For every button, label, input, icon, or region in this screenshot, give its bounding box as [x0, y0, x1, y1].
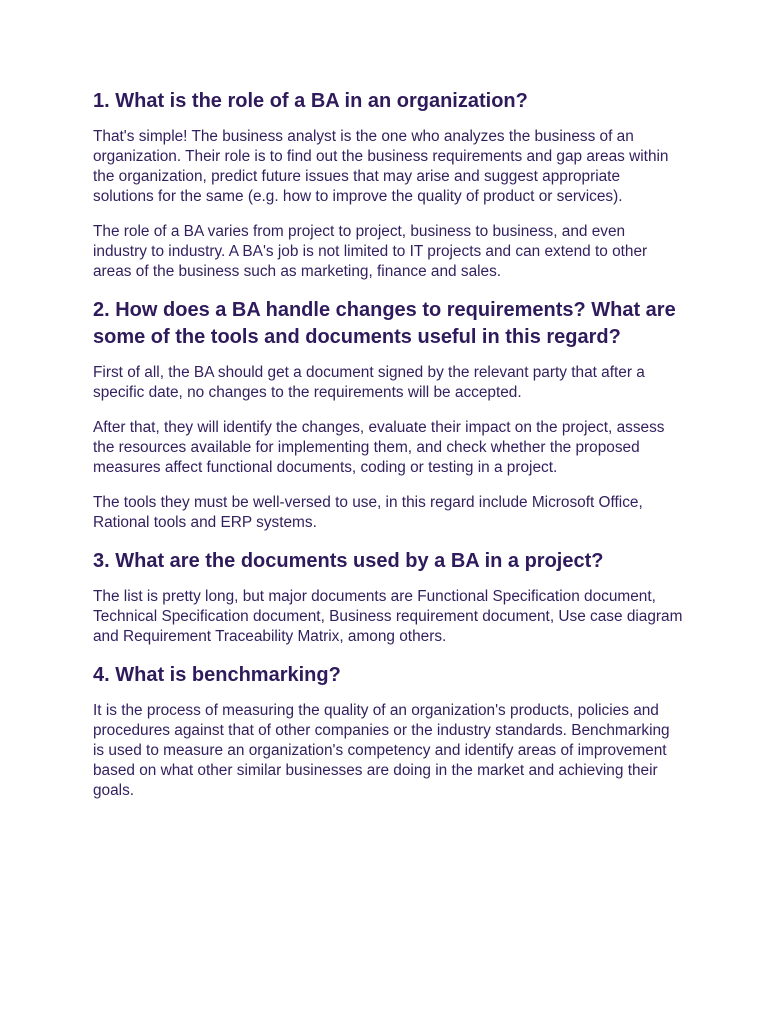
question-section-4	[93, 662, 683, 801]
answer-paragraph: The tools they must be well-versed to use, in this regard include Microsoft Office, Rational tools and ERP systems.	[93, 494, 643, 531]
question-heading: 4. What is benchmarking?	[93, 664, 341, 686]
answer-paragraph: After that, they will identify the changes, evaluate their impact on the project, assess the resources available for implementing them, and check whether the proposed measures affect functional documents, coding or testing in a project.	[93, 419, 665, 476]
question-section-1	[93, 88, 683, 282]
question-heading: 1. What is the role of a BA in an organization?	[93, 90, 528, 112]
answer-paragraph: The list is pretty long, but major documents are Functional Specification document, Technical Specification document, Business requirement document, Use case diagram and Requirement Traceability Matrix, among others.	[93, 588, 683, 645]
document-page	[93, 88, 683, 816]
question-heading: 2. How does a BA handle changes to requirements? What are some of the tools and documents useful in this regard?	[93, 299, 676, 348]
question-heading: 3. What are the documents used by a BA in a project?	[93, 550, 604, 572]
question-section-2	[93, 297, 683, 533]
answer-paragraph: It is the process of measuring the quality of an organization's products, policies and procedures against that of other companies or the industry standards. Benchmarking is used to measure an organization's competency and identify areas of improvement based on what other similar businesses are doing in the market and achieving their goals.	[93, 702, 670, 799]
answer-paragraph: First of all, the BA should get a document signed by the relevant party that after a specific date, no changes to the requirements will be accepted.	[93, 364, 645, 401]
question-section-3	[93, 548, 683, 647]
answer-paragraph: That's simple! The business analyst is the one who analyzes the business of an organization. Their role is to find out the business requirements and gap areas within the organization, predict future issues that may arise and suggest appropriate solutions for the same (e.g. how to improve the quality of product or services).	[93, 128, 669, 205]
answer-paragraph: The role of a BA varies from project to project, business to business, and even industry to industry. A BA's job is not limited to IT projects and can extend to other areas of the business such as marketing, finance and sales.	[93, 223, 648, 280]
